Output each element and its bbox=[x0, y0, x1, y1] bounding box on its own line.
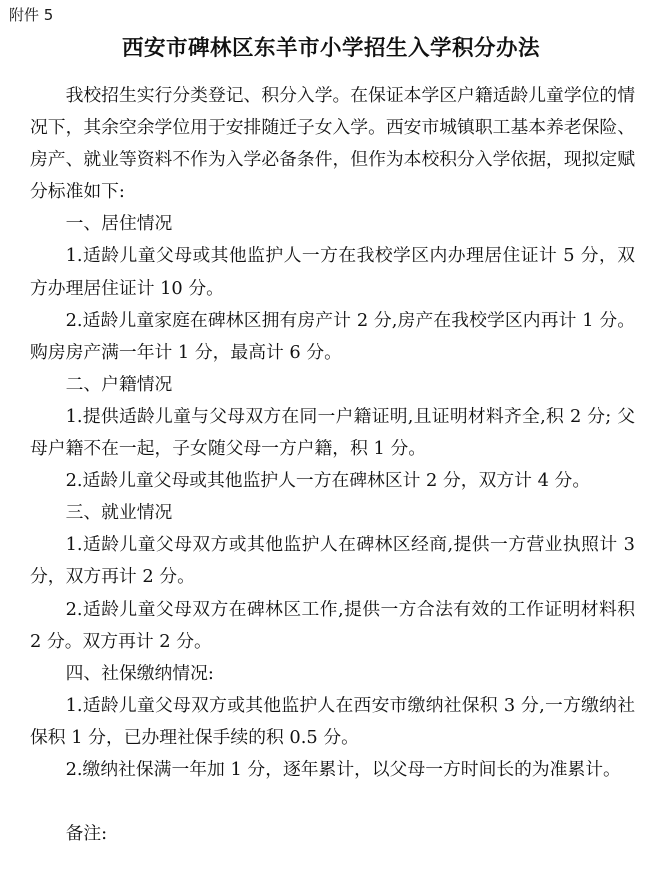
residence-item-2: 2.适龄儿童家庭在碑林区拥有房产计 2 分,房产在我校学区内再计 1 分。购房房产满一年计 1 分，最高计 6 分。 bbox=[30, 309, 635, 363]
social-security-item-1: 1.适龄儿童父母双方或其他监护人在西安市缴纳社保积 3 分,一方缴纳社保积 1 分，已办理社保手续的积 0.5 分。 bbox=[30, 694, 635, 748]
section-heading-employment: 三、就业情况 bbox=[65, 502, 173, 524]
blank-line bbox=[30, 786, 635, 818]
intro-paragraph: 我校招生实行分类登记、积分入学。在保证本学区户籍适龄儿童学位的情况下，其余空余学位用于安排随迁子女入学。西安市城镇职工基本养老保险、房产、就业等资料不作为入学必备条件，但作为本校积分入学依据，现拟定赋分标准如下: bbox=[30, 85, 635, 203]
document-title: 西安市碑林区东羊市小学招生入学积分办法 bbox=[121, 36, 540, 61]
attachment-label: 附件 5 bbox=[9, 6, 54, 24]
section-heading-residence: 一、居住情况 bbox=[65, 213, 173, 235]
section-heading-household: 二、户籍情况 bbox=[65, 373, 173, 395]
section-heading-social-security: 四、社保缴纳情况: bbox=[65, 662, 214, 684]
residence-item-1: 1.适龄儿童父母或其他监护人一方在我校学区内办理居住证计 5 分，双方办理居住证计 10 分。 bbox=[30, 245, 635, 299]
household-item-2: 2.适龄儿童父母或其他监护人一方在碑林区计 2 分，双方计 4 分。 bbox=[65, 470, 591, 492]
employment-item-1: 1.适龄儿童父母双方或其他监护人在碑林区经商,提供一方营业执照计 3 分，双方再计 2 分。 bbox=[30, 534, 635, 588]
employment-item-2: 2.适龄儿童父母双方在碑林区工作,提供一方合法有效的工作证明材料积 2 分。双方再计 2 分。 bbox=[30, 598, 635, 652]
document-body bbox=[30, 80, 635, 850]
social-security-item-2: 2.缴纳社保满一年加 1 分，逐年累计，以父母一方时间长的为准累计。 bbox=[65, 758, 621, 780]
remarks-label: 备注: bbox=[65, 823, 108, 845]
household-item-1: 1.提供适龄儿童与父母双方在同一户籍证明,且证明材料齐全,积 2 分; 父母户籍不在一起，子女随父母一方户籍，积 1 分。 bbox=[30, 405, 635, 460]
